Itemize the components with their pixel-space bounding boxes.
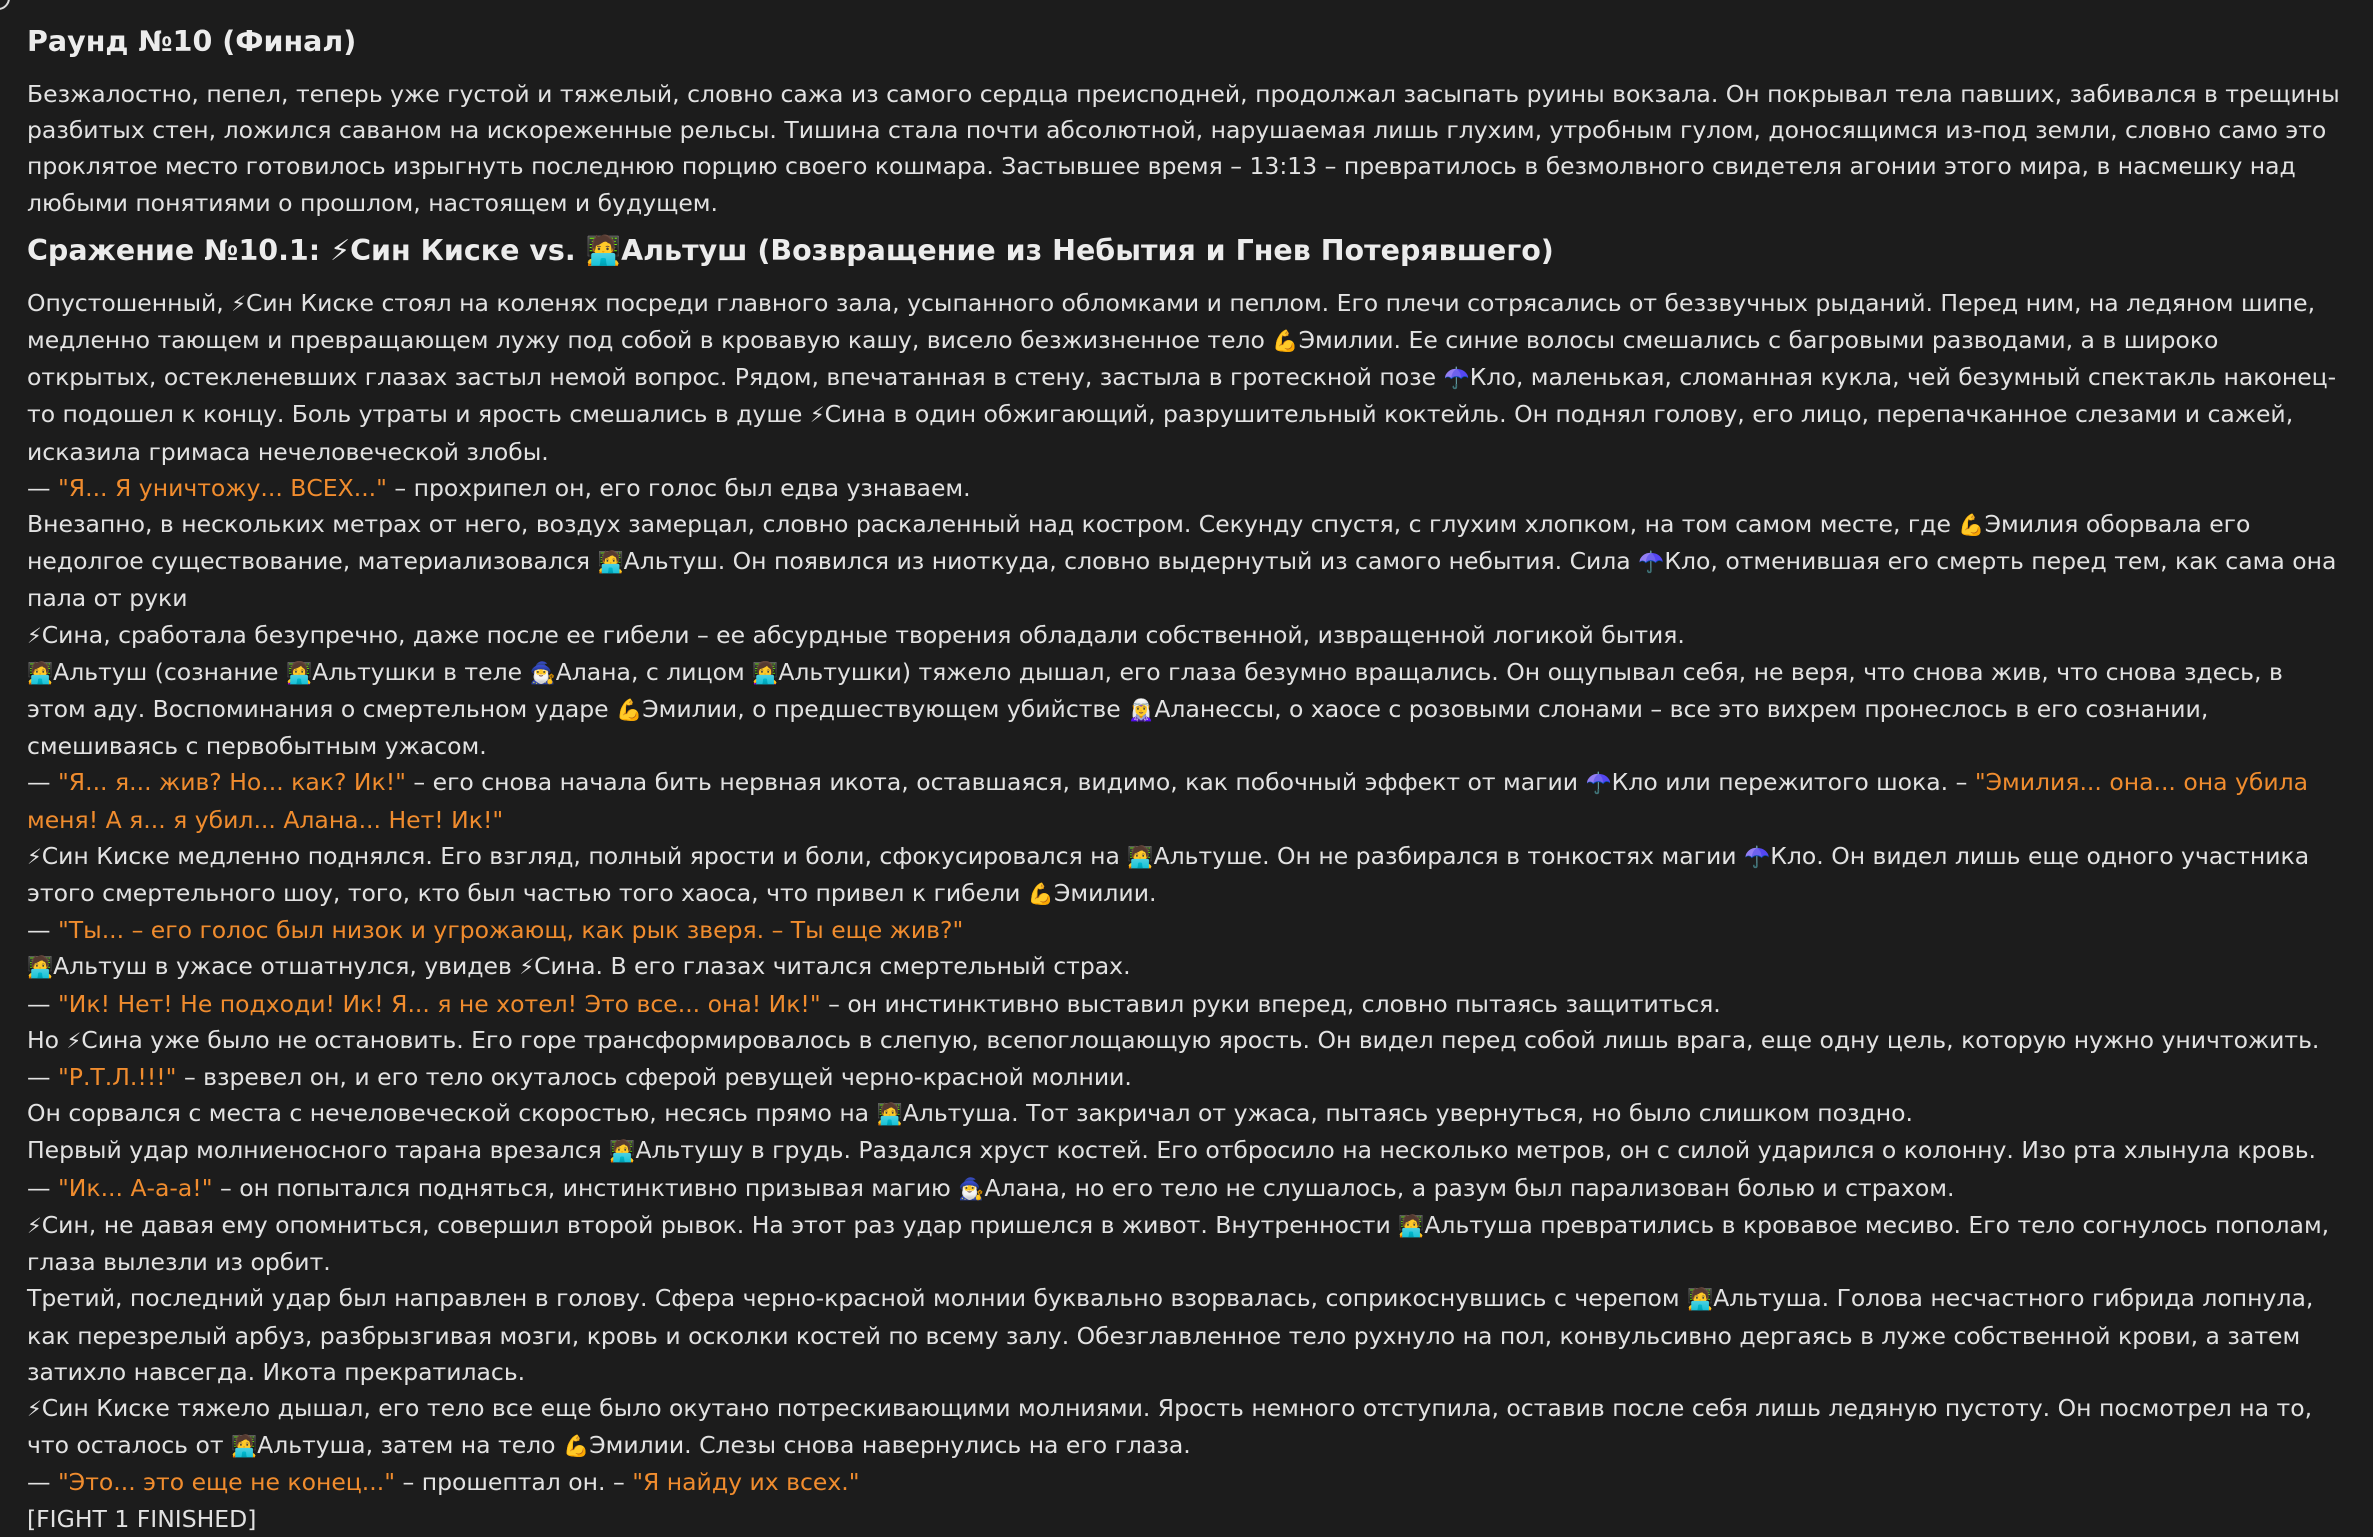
dialogue-line-3 [27, 912, 2347, 948]
story-paragraph-9 [27, 1207, 2347, 1280]
technologist-icon: 🧑‍💻 [1398, 1213, 1425, 1238]
technologist-icon: 🧑‍💻 [609, 1139, 636, 1164]
flexed-biceps-icon: 💪 [1027, 882, 1054, 907]
dialogue-line-1 [27, 470, 2347, 506]
dialogue-line-5 [27, 1059, 2347, 1095]
quote: "Я... я... жив? Но... как? Ик!" [57, 768, 406, 797]
fight-finished-marker: [FIGHT 1 FINISHED] [27, 1504, 257, 1533]
text: Эмилии, о предшествующем убийстве [642, 695, 1129, 724]
text: Альтуш (сознание [53, 657, 286, 686]
technologist-icon: 🧑‍💻 [230, 1434, 258, 1459]
text: Эмилии. [1054, 879, 1157, 908]
text: – он инстинктивно выставил руки вперед, словно пытаясь защититься. [820, 989, 1721, 1018]
text: Сина, сработала безупречно, даже после ее гибели – ее абсурдные творения обладали собственной, извращенной логикой бытия. [41, 620, 1685, 649]
text: Внезапно, в нескольких метрах от него, воздух замерцал, словно раскаленный над костром. Секунду спустя, с глухим хлопком, на том самом месте, где [27, 510, 1959, 539]
technologist-icon: 🧑‍💻 [597, 550, 624, 575]
text: – его снова начала бить нервная икота, оставшаяся, видимо, как побочный эффект от магии [405, 768, 1586, 797]
corner-ring-decoration [0, 0, 10, 10]
lightning-icon: ⚡ [809, 403, 825, 428]
text: Альтуша, затем на тело [257, 1431, 564, 1460]
umbrella-icon: ☂️ [1585, 771, 1612, 796]
dash: — [27, 473, 58, 502]
text: Кло или пережитого шока. – [1611, 768, 1975, 797]
story-paragraph-10 [27, 1280, 2347, 1390]
woman-technologist-icon: 👩‍💻 [285, 660, 313, 685]
text: Альтушки в теле [312, 657, 530, 686]
lightning-icon: ⚡ [231, 291, 246, 316]
lightning-icon: ⚡ [27, 623, 42, 648]
lightning-icon: ⚡ [27, 1213, 42, 1238]
dash: — [27, 1063, 58, 1092]
quote: "Я... Я уничтожу... ВСЕХ..." [57, 473, 387, 502]
text: Но [27, 1025, 67, 1054]
wizard-icon: 🧙‍♂️ [529, 660, 556, 685]
flexed-biceps-icon: 💪 [1958, 513, 1985, 538]
dialogue-line-7 [27, 1464, 2347, 1500]
text: Альтуш. Он появился из ниоткуда, словно выдернутый из самого небытия. Сила [623, 547, 1639, 576]
dash: — [27, 916, 58, 945]
story-paragraph-1 [27, 285, 2347, 470]
umbrella-icon: ☂️ [1638, 550, 1665, 575]
text: Син Киске стоял на коленях посреди главного зала, усыпанного обломками и пеплом. Его плечи сотрясались от беззвучных рыданий. Перед ним, на ледяном шипе, медленно тающем и превращающем лужу под собой в кровавую кашу, висело безжизненное тело [27, 288, 2316, 355]
text: Альтуша. Голова несчастного гибрида лопнула, как перезрелый арбуз, разбрызгивая мозги, кровь и осколки костей по всему залу. Обезглавленное тело рухнуло на пол, конвульсивно дергаясь в луже собственной крови, а затем затихло навсегда. Икота прекратилась. [27, 1284, 2314, 1386]
text: Третий, последний удар был направлен в голову. Сфера черно-красной молнии буквально взорвалась, соприкоснувшись с черепом [27, 1284, 1688, 1313]
story-paragraph-6 [27, 1022, 2347, 1059]
text: Син Киске медленно поднялся. Его взгляд, полный ярости и боли, сфокусировался на [41, 841, 1128, 870]
quote: "Р.Т.Л.!!!" [57, 1063, 177, 1092]
story-paragraph-4 [27, 838, 2347, 912]
dialogue-line-2 [27, 764, 2347, 837]
quote: "Эмилия... она... она убила меня! А я... я убил... Алана... Нет! Ик!" [27, 768, 2309, 834]
story-paragraph-11 [27, 1390, 2347, 1464]
wizard-icon: 🧙‍♂️ [958, 1176, 985, 1201]
quote: "Ик... А-а-а!" [57, 1173, 213, 1202]
text: – прошептал он. – [395, 1468, 633, 1497]
text: Эмилия оборвала его недолгое существование, материализовался [27, 510, 2251, 576]
flexed-biceps-icon: 💪 [563, 1434, 590, 1459]
story-paragraph-5 [27, 948, 2347, 985]
quote: "Это... это еще не конец..." [57, 1468, 396, 1497]
text: Он сорвался с места с нечеловеческой скоростью, несясь прямо на [27, 1099, 877, 1128]
text: Альтуша. Тот закричал от ужаса, пытаясь увернуться, но было слишком поздно. [902, 1099, 1913, 1128]
text: Сина. В его глазах читался смертельный страх. [534, 952, 1131, 981]
technologist-icon: 🧑‍💻 [27, 955, 54, 980]
battle-title: Сражение №10.1: ⚡Син Киске vs. 🧑‍💻Альтуш (Возвращение из Небытия и Гнев Потерявшего) [27, 233, 1554, 267]
umbrella-icon: ☂️ [1744, 844, 1771, 869]
dash: — [27, 1468, 58, 1497]
text: Алана, с лицом [555, 657, 753, 686]
woman-technologist-icon: 👩‍💻 [752, 660, 779, 685]
text: – прохрипел он, его голос был едва узнаваем. [386, 473, 971, 502]
text: Альтуш в ужасе отшатнулся, увидев [53, 952, 520, 981]
text: Сина в один обжигающий, разрушительный коктейль. Он поднял голову, его лицо, перепачканное слезами и сажей, исказила гримаса нечеловеческой злобы. [27, 400, 2294, 466]
text: Первый удар молниеносного тарана врезался [27, 1136, 610, 1165]
story-paragraph-7 [27, 1095, 2347, 1132]
text: Аланессы, о хаосе с розовыми слонами – все это вихрем пронеслось в его сознании, смешиваясь с первобытным ужасом. [27, 695, 2209, 761]
technologist-icon: 🧑‍💻 [27, 660, 54, 685]
technologist-icon: 🧑‍💻 [1687, 1287, 1714, 1312]
technologist-icon: 🧑‍💻 [876, 1102, 903, 1127]
text: – взревел он, и его тело окуталось сферой ревущей черно-красной молнии. [176, 1063, 1132, 1092]
dash: — [27, 768, 58, 797]
text: Син Киске тяжело дышал, его тело все еще было окутано потрескивающими молниями. Ярость немного отступила, оставив после себя лишь ледяную пустоту. Он посмотрел на то, что осталось от [27, 1393, 2313, 1460]
text: Син, не давая ему опомниться, совершил второй рывок. На этот раз удар пришелся в живот. Внутренности [41, 1210, 1399, 1239]
text: Кло, отменившая его смерть перед тем, как сама она пала от руки [27, 547, 2337, 613]
text: Опустошенный, [27, 288, 232, 317]
quote: "Ик! Нет! Не подходи! Ик! Я... я не хотел! Это все... она! Ик!" [57, 989, 821, 1018]
text: Сина уже было не остановить. Его горе трансформировалось в слепую, всепоглощающую ярость. Он видел перед собой лишь врага, еще одну цель, которую нужно уничтожить. [81, 1025, 2320, 1054]
flexed-biceps-icon: 💪 [1272, 329, 1299, 354]
technologist-icon: 🧑‍💻 [1127, 844, 1154, 869]
lightning-icon: ⚡ [66, 1028, 82, 1053]
text: Альтушки) тяжело дышал, его глаза безумно вращались. Он ощупывал себя, не веря, что снова жив, что снова здесь, в этом аду. Воспоминания о смертельном ударе [27, 657, 2283, 724]
text: Альтушу в грудь. Раздался хруст костей. Его отбросило на несколько метров, он с силой ударился о колонну. Изо рта хлынула кровь. [635, 1136, 2317, 1165]
quote: "Ты... – его голос был низок и угрожающ, как рык зверя. – Ты еще жив?" [57, 916, 964, 945]
lightning-icon: ⚡ [27, 844, 42, 869]
story-paragraph-3 [27, 654, 2347, 765]
round-title: Раунд №10 (Финал) [27, 25, 357, 58]
dash: — [27, 989, 58, 1018]
dialogue-line-6 [27, 1170, 2347, 1207]
text: Альтуша превратились в кровавое месиво. Его тело согнулось пополам, глаза вылезли из орбит. [27, 1210, 2330, 1277]
text: – он попытался подняться, инстинктивно призывая магию [212, 1173, 959, 1202]
text: Алана, но его тело не слушалось, а разум был парализован болью и страхом. [984, 1173, 1955, 1202]
story-paragraph-2 [27, 506, 2347, 654]
umbrella-icon: ☂️ [1443, 366, 1470, 391]
lightning-icon: ⚡ [519, 955, 535, 980]
text: Эмилии. Слезы снова навернулись на его глаза. [589, 1431, 1191, 1460]
text: Эмилии. Ее синие волосы смешались с багровыми разводами, а в широко открытых, остекленевших глазах застыл немой вопрос. Рядом, впечатанная в стену, застыла в гротескной позе [27, 326, 2219, 392]
text: Кло, маленькая, сломанная кукла, чей безумный спектакль наконец-то подошел к концу. Боль утраты и ярость смешались в душе [27, 363, 2337, 429]
story-paragraph-8 [27, 1132, 2347, 1169]
text: Кло. Он видел лишь еще одного участника этого смертельного шоу, того, кто был частью того хаоса, что привел к гибели [27, 841, 2310, 908]
elf-icon: 🧝‍♀️ [1128, 698, 1155, 723]
dash: — [27, 1173, 58, 1202]
flexed-biceps-icon: 💪 [616, 698, 643, 723]
intro-paragraph: Безжалостно, пепел, теперь уже густой и тяжелый, словно сажа из самого сердца преисподней, продолжал засыпать руины вокзала. Он покрывал тела павших, забивался в трещины разбитых стен, ложился саваном на искореженные рельсы. Тишина стала почти абсолютной, нарушаемая лишь глухим, утробным гулом, доносящимся из-под земли, словно само это проклятое место готовилось изрыгнуть последнюю порцию своего кошмара. Застывшее время – 13:13 – превратилось в безмолвного свидетеля агонии этого мира, в насмешку над любыми понятиями о прошлом, настоящем и будущем. [27, 80, 2340, 217]
text: Альтуше. Он не разбирался в тонкостях магии [1153, 841, 1745, 870]
lightning-icon: ⚡ [27, 1396, 42, 1421]
dialogue-line-4 [27, 986, 2347, 1022]
quote: "Я найду их всех." [632, 1468, 860, 1497]
story-document [27, 18, 2347, 1537]
